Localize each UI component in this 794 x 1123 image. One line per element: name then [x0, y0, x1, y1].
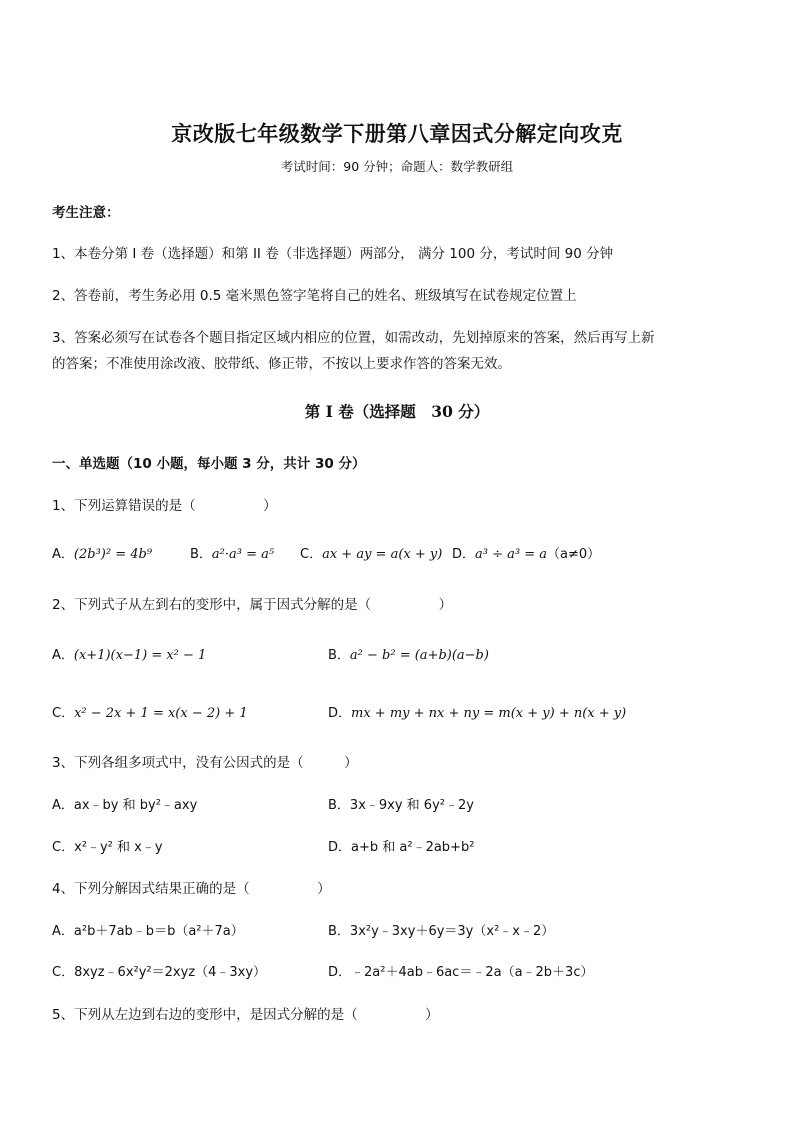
question-4-stem: 4、下列分解因式结果正确的是（ ）: [52, 881, 331, 897]
question-1-option-b: [190, 543, 274, 562]
question-2-stem: 2、下列式子从左到右的变形中，属于因式分解的是（ ）: [52, 597, 453, 613]
question-5-stem: 5、下列从左边到右边的变形中，是因式分解的是（ ）: [52, 1007, 439, 1023]
question-3-option-a: A．ax﹣by 和 by²﹣axy: [52, 798, 198, 813]
option-note: （a≠0）: [547, 547, 601, 562]
question-4-option-b: B．3x²y﹣3xy＋6y＝3y（x²﹣x﹣2）: [328, 924, 555, 939]
option-label: B．: [328, 648, 350, 663]
notice-item-3-line-1: 3、答案必须写在试卷各个题目指定区域内相应的位置，如需改动，先划掉原来的答案，然后再写上新: [52, 330, 655, 346]
option-expression: a² − b² = (a+b)(a−b): [349, 648, 489, 663]
question-1-option-c: [300, 543, 442, 562]
notice-item-2: 2、答卷前，考生务必用 0.5 毫米黑色签字笔将自己的姓名、班级填写在试卷规定位置上: [52, 288, 577, 304]
question-1-stem: 1、下列运算错误的是（ ）: [52, 498, 277, 514]
question-4-option-c: C．8xyz﹣6x²y²＝2xyz（4﹣3xy）: [52, 965, 267, 980]
option-expression: mx + my + nx + ny = m(x + y) + n(x + y): [351, 706, 627, 721]
question-1-option-d: [452, 543, 600, 562]
exam-info: 考试时间：90 分钟；命题人：数学教研组: [280, 159, 514, 174]
option-label: A．: [52, 547, 74, 562]
question-2-option-a: [52, 644, 206, 663]
page-title: 京改版七年级数学下册第八章因式分解定向攻克: [171, 121, 623, 146]
question-2-option-d: [328, 702, 626, 721]
part-heading: 一、单选题（10 小题，每小题 3 分，共计 30 分）: [52, 456, 366, 472]
question-3-option-c: C．x²﹣y² 和 x﹣y: [52, 840, 163, 855]
option-expression: (2b³)² = 4b⁹: [73, 547, 153, 562]
question-3-option-d: D．a+b 和 a²﹣2ab+b²: [328, 840, 475, 855]
option-expression: (x+1)(x−1) = x² − 1: [73, 648, 207, 663]
option-label: B．: [190, 547, 212, 562]
option-expression: ax + ay = a(x + y): [322, 547, 443, 562]
option-label: C．: [52, 706, 75, 721]
question-4-option-a: A．a²b＋7ab﹣b＝b（a²＋7a）: [52, 924, 244, 939]
option-label: D．: [328, 706, 352, 721]
notice-item-1: 1、本卷分第 I 卷（选择题）和第 II 卷（非选择题）两部分， 满分 100 分，考试时间 90 分钟: [52, 246, 614, 262]
option-label: C．: [300, 547, 323, 562]
option-expression: a²·a³ = a⁵: [211, 547, 275, 562]
question-3-option-b: B．3x﹣9xy 和 6y²﹣2y: [328, 798, 474, 813]
notice-heading: 考生注意：: [52, 205, 120, 221]
option-label: D．: [452, 547, 476, 562]
option-expression: a³ ÷ a³ = a: [475, 547, 548, 562]
question-3-stem: 3、下列各组多项式中，没有公因式的是（ ）: [52, 755, 358, 771]
question-4-option-d: D．﹣2a²＋4ab﹣6ac＝﹣2a（a﹣2b＋3c）: [328, 965, 594, 980]
question-2-option-c: [52, 702, 248, 721]
option-label: A．: [52, 648, 74, 663]
question-2-option-b: [328, 644, 489, 663]
question-1-option-a: [52, 543, 152, 562]
notice-item-3-line-2: 的答案；不准使用涂改液、胶带纸、修正带，不按以上要求作答的答案无效。: [52, 356, 511, 372]
option-expression: x² − 2x + 1 = x(x − 2) + 1: [74, 706, 248, 721]
section-title: 第 I 卷（选择题 30 分）: [304, 402, 490, 421]
